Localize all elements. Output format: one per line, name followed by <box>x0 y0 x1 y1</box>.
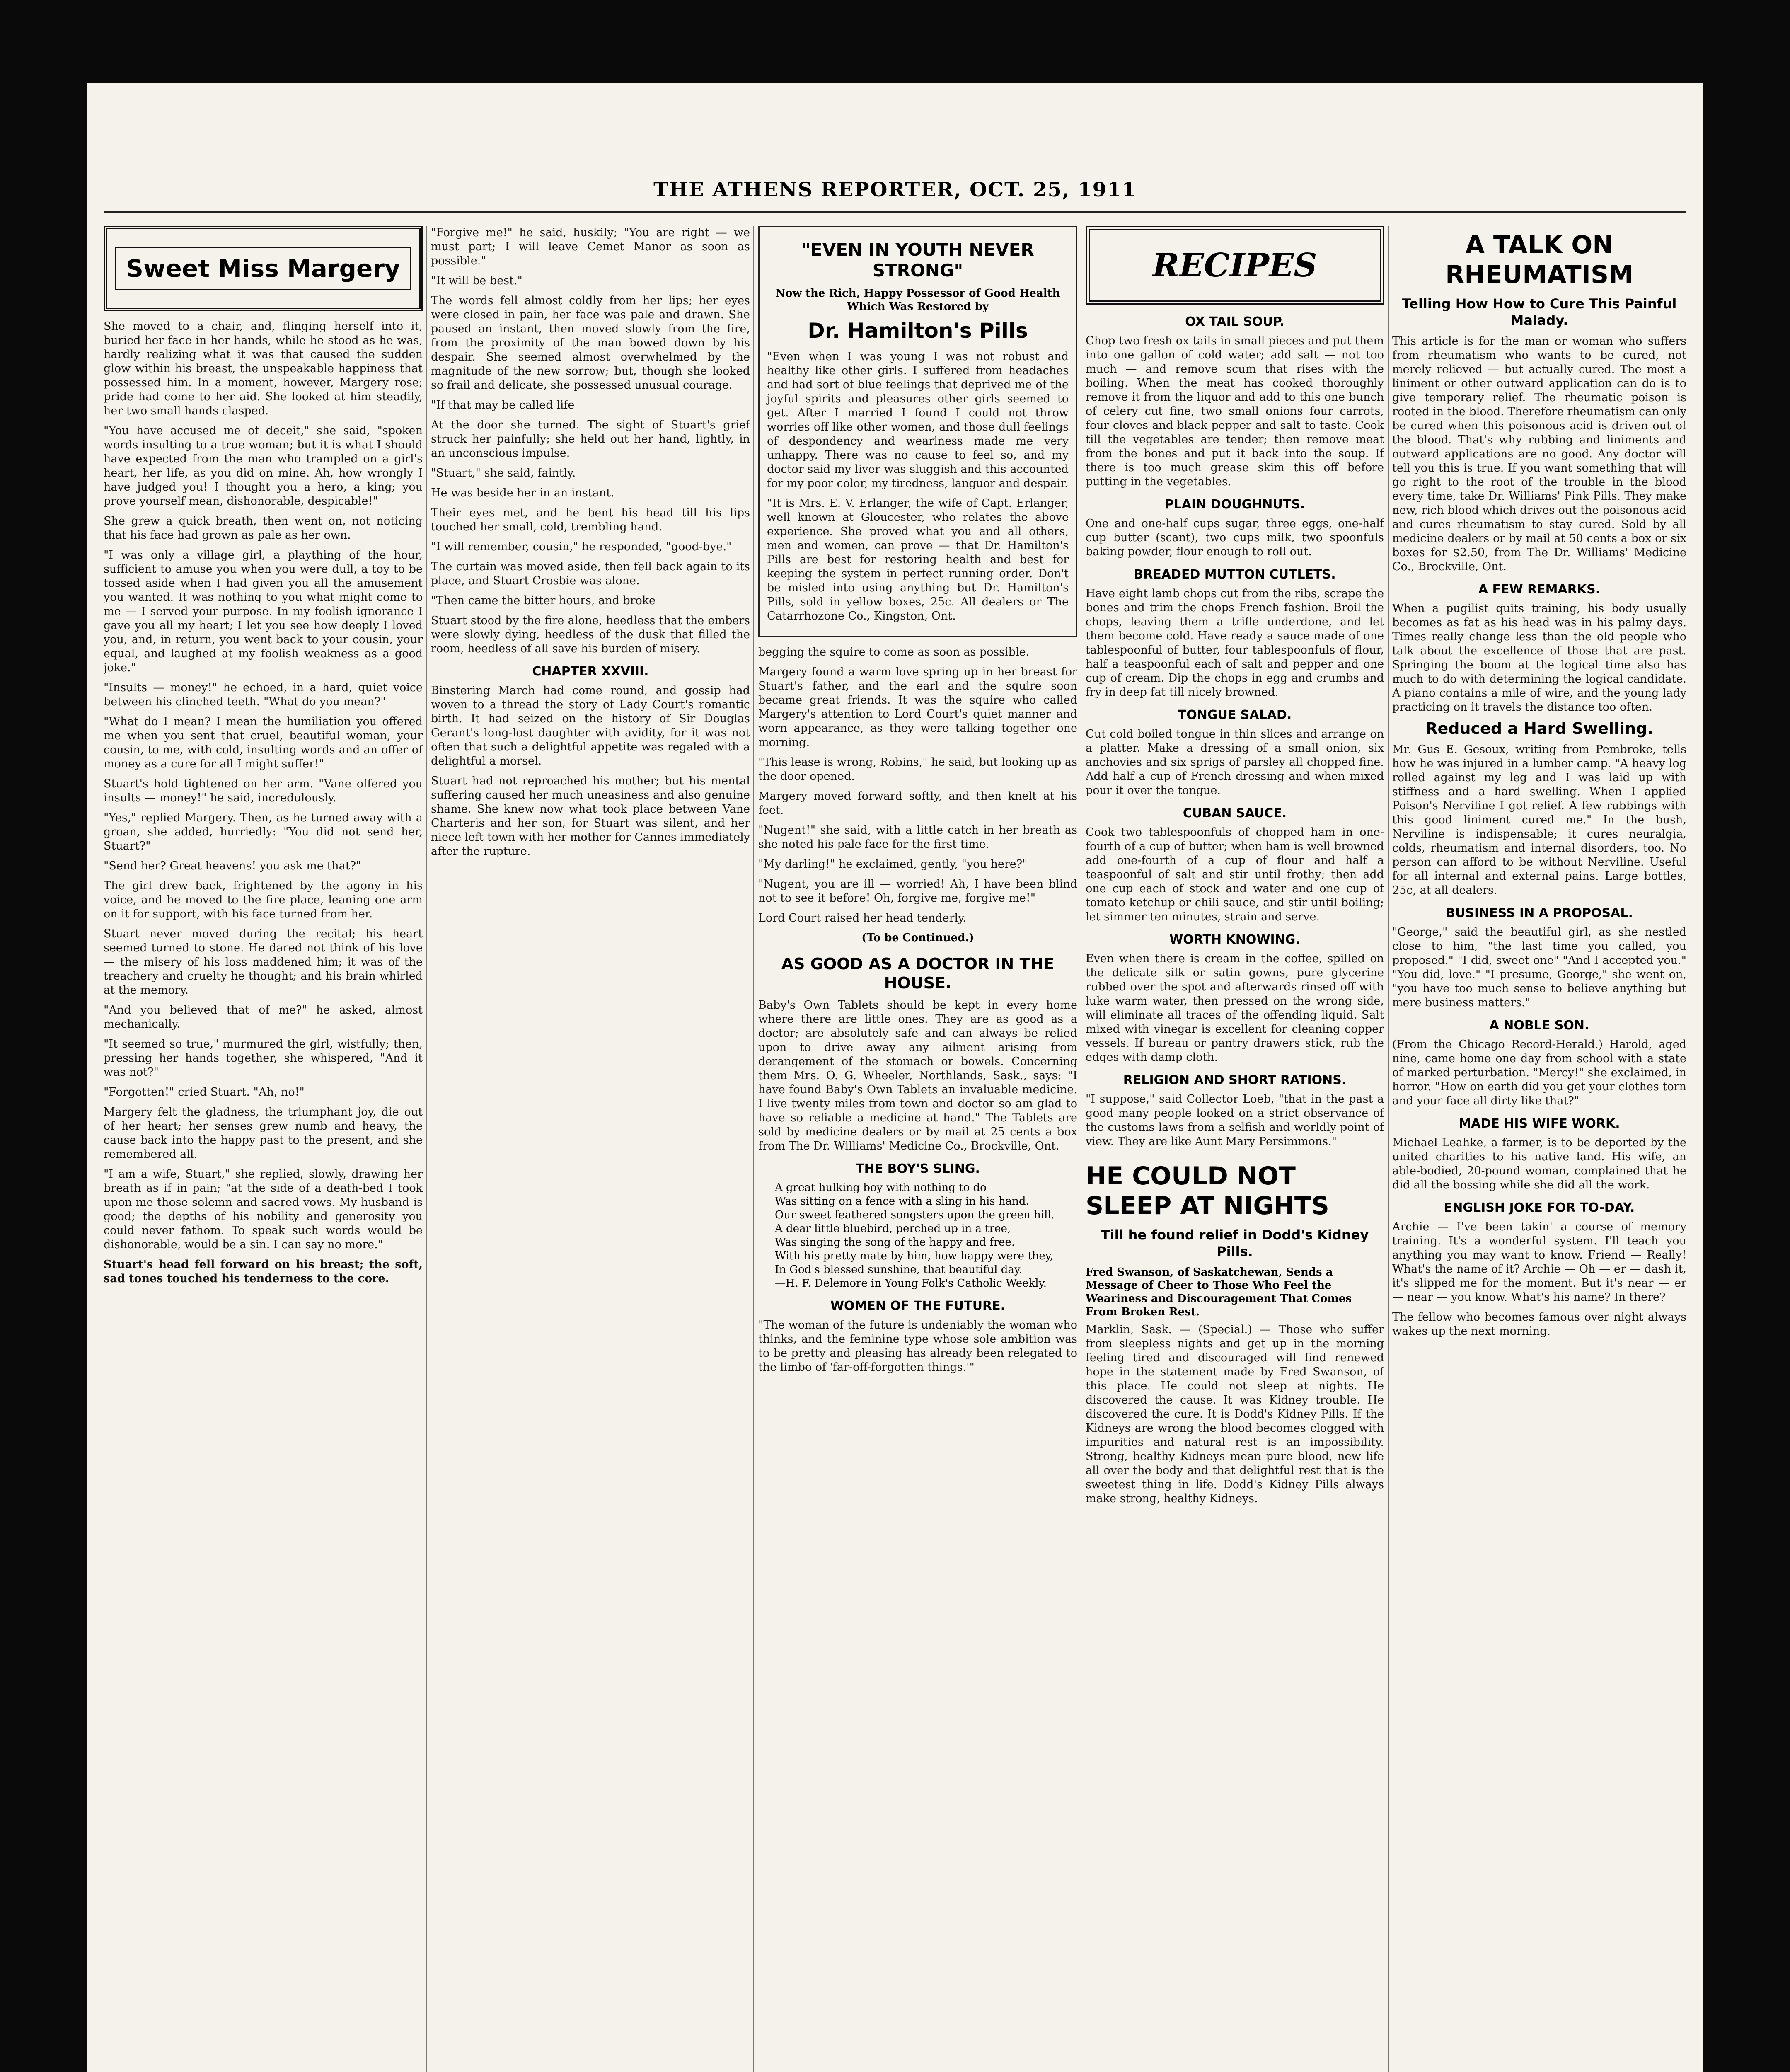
to-be-continued: (To be Continued.) <box>861 932 974 944</box>
section-heading: WORTH KNOWING. <box>1169 932 1300 947</box>
paragraph: "You have accused me of deceit," she said, "spoken words insulting to a true woman; but it is what I should have expected from the man who trampled on a girl's heart, her life, as you did on mine. Ah, how wrongly I have judged you! I thought you a hero, a king; you prove yourself mean, dishonorable, despicable!" <box>104 424 423 508</box>
paragraph: "I suppose," said Collector Loeb, "that in the past a good many people looked on a strict observance of the customs laws from a selfish and worldly point of view. They are like Aunt Mary Persimmons." <box>1086 1093 1384 1148</box>
recipe-heading: BREADED MUTTON CUTLETS. <box>1134 567 1336 582</box>
section-heading: BUSINESS IN A PROPOSAL. <box>1446 906 1633 920</box>
recipe-text: Cut cold boiled tongue in thin slices and arrange on a platter. Make a dressing of a small onion, six anchovies and six sprigs of parsley all chopped fine. Add half a cup of French dressing and when mixed pour it over the tongue. <box>1086 728 1384 797</box>
column-divider <box>426 226 427 2072</box>
poem <box>775 1181 1077 1290</box>
paragraph: "My darling!" he exclaimed, gently, "you here?" <box>758 858 1028 871</box>
paragraph: "George," said the beautiful girl, as she nestled close to him, "the last time you called, you proposed." "I did, sweet one" "And I accepted you." "You did, love." "I presume, George," she went on, "you have too much sense to believe anything but mere business matters." <box>1392 926 1686 1009</box>
chapter-heading: CHAPTER XXVIII. <box>532 664 649 679</box>
paragraph: "Stuart," she said, faintly. <box>431 467 576 479</box>
paragraph: "Yes," replied Margery. Then, as he turned away with a groan, she added, hurriedly: "You did not send her, Stuart?" <box>104 811 423 852</box>
column-divider <box>1388 226 1389 2072</box>
paragraph: "If that may be called life <box>431 399 575 411</box>
paragraph: Archie — I've been takin' a course of memory training. It's a wonderful system. I'll teach you anything you may want to know. Friend — Really! What's the name of it? Archie — Oh — er — dash it, it's slipped me for the moment. But it's near — er — near — you know. What's his name? In there? <box>1392 1220 1686 1304</box>
paragraph: Even when there is cream in the coffee, spilled on the delicate silk or satin gowns, pure glycerine rubbed over the spot and afterwards rinsed off with luke warm water, then pressed on the wrong side, will eliminate all traces of the offending liquid. Salt mixed with vinegar is excellent for cleaning copper vessels. If bureau or pantry drawers stick, rub the edges with damp cloth. <box>1086 952 1384 1064</box>
ad2-paragraph: Baby's Own Tablets should be kept in every home where there are little ones. They are as good as a doctor; are absolutely safe and can always be relied upon to drive away any ailment arising from derangement of the stomach or bowels. Concerning them Mrs. O. G. Wheeler, Northlands, Sask., says: "I have found Baby's Own Tablets an invaluable medicine. I live twenty miles from town and doctor so am glad to have so reliable a medicine at hand." The Tablets are sold by medicine dealers or by mail at 25 cents a box from The Dr. Williams' Medicine Co., Brockville, Ont. <box>758 999 1077 1152</box>
paragraph: "Then came the bitter hours, and broke <box>431 594 656 607</box>
newspaper-page <box>87 83 1703 2072</box>
paragraph: Margery moved forward softly, and then knelt at his feet. <box>758 790 1077 817</box>
column-5 <box>1392 226 1686 2072</box>
paragraph: "It will be best." <box>431 274 522 287</box>
paragraph: begging the squire to come as soon as possible. <box>758 646 1030 658</box>
paragraph: "Insults — money!" he echoed, in a hard, quiet voice between his clinched teeth. "What do you mean?" <box>104 681 423 708</box>
recipes-title: RECIPES <box>1152 246 1317 284</box>
women-heading: WOMEN OF THE FUTURE. <box>830 1299 1006 1313</box>
paragraph: Mr. Gus E. Gesoux, writing from Pembroke, tells how he was injured in a lumber camp. "A heavy log rolled against my leg and I was laid up with stiffness and a hard swelling. When I applied Poison's Nerviline I got relief. A few rubbings with this good liniment cured me." In the bush, Nerviline is indispensable; it cures neuralgia, colds, rheumatism and internal disorders, too. No person can afford to be without Nerviline. Useful for all internal and external pains. Large bottles, 25c, at all dealers. <box>1392 743 1686 897</box>
paragraph: (From the Chicago Record-Herald.) Harold, aged nine, came home one day from school with a state of marked perturbation. "Mercy!" she exclaimed, in horror. "How on earth did you get your clothes torn and your face all dirty like that?" <box>1392 1038 1686 1107</box>
recipe-text: Cook two tablespoonfuls of chopped ham in one-fourth of a cup of butter; when ham is well browned add one-fourth of a cup of flour and half a teaspoonful of salt and stir until frothy; then add one cup each of stock and water and one cup of tomato ketchup or chili sauce, and stir until boiling; let simmer ten minutes, strain and serve. <box>1086 826 1384 923</box>
paragraph: Stuart stood by the fire alone, heedless that the embers were slowly dying, heedless of the dusk that filled the room, heedless of all save his burden of misery. <box>431 614 750 655</box>
recipes-title-box <box>1086 226 1384 305</box>
poem-title: THE BOY'S SLING. <box>856 1162 980 1176</box>
paragraph: She grew a quick breath, then went on, not noticing that his face had grown as pale as her own. <box>104 515 423 542</box>
section-heading: A FEW REMARKS. <box>1478 582 1601 597</box>
masthead-rule <box>104 211 1686 213</box>
paragraph: Margery found a warm love spring up in her breast for Stuart's father, and the earl and the squire soon became great friends. It was the squire who called Margery's attention to Lord Court's quiet manner and worn appearance, as they were talking together one morning. <box>758 666 1077 749</box>
recipe-text: One and one-half cups sugar, three eggs, one-half cup butter (scant), two cups milk, two spoonfuls baking powder, flour enough to roll out. <box>1086 517 1384 558</box>
paragraph: Their eyes met, and he bent his head till his lips touched her small, cold, trembling hand. <box>431 506 750 533</box>
paragraph: "Nugent!" she said, with a little catch in her breath as she noted his pale face for the first time. <box>758 824 1077 851</box>
recipe-text: Have eight lamb chops cut from the ribs, scrape the bones and trim the chops French fashion. Broil the chops, leaving them a trifle underdone, and let them become cold. Have ready a sauce made of one tablespoonful of butter, four tablespoonfuls of flour, half a teaspoonful each of salt and pepper and one cup of cream. Dip the chops in egg and crumbs and fry in deep fat till nicely browned. <box>1086 587 1384 699</box>
recipe-heading: TONGUE SALAD. <box>1178 708 1292 722</box>
paragraph: Lord Court raised her head tenderly. <box>758 912 967 925</box>
column-4 <box>1086 226 1384 2072</box>
masthead: THE ATHENS REPORTER, OCT. 25, 1911 <box>653 178 1137 201</box>
paragraph: Margery felt the gladness, the triumphant joy, die out of her heart; her senses grew numb and heavy, the cause back into the happy past to the present, and she remembered all. <box>104 1106 423 1161</box>
paragraph: The words fell almost coldly from her lips; her eyes were closed in pain, her face was pale and drawn. She paused an instant, then moved slowly from the fire, from the proximity of the man bowed down by his despair. She seemed almost overwhelmed by the magnitude of the new sorrow; but, though she looked so frail and delicate, she possessed unusual courage. <box>431 294 750 392</box>
closing-line: The fellow who becomes famous over night always wakes up the next morning. <box>1392 1311 1686 1338</box>
paragraph: "I am a wife, Stuart," she replied, slowly, drawing her breath as if in pain; "at the side of a death-bed I took upon me those solemn and sacred vows. My husband is good; the depths of his nobility and generosity you could never fathom. To speak such words would be dishonorable, would be a sin. I can say no more." <box>104 1168 423 1251</box>
paragraph: Stuart's hold tightened on her arm. "Vane offered you insults — money!" he said, incredulously. <box>104 777 423 804</box>
paragraph: "Forgotten!" cried Stuart. "Ah, no!" <box>104 1086 305 1099</box>
story-title: Sweet Miss Margery <box>115 247 411 290</box>
story-title-box <box>104 226 423 311</box>
poem-line: A great hulking boy with nothing to do <box>775 1181 987 1194</box>
paragraph: Michael Leahke, a farmer, is to be deported by the united charities to his native land. His wife, an able-bodied, 20-pound woman, complained that he did all the bossing while she did all the work. <box>1392 1136 1686 1191</box>
poem-line: In God's blessed sunshine, that beautiful day. <box>775 1264 1023 1276</box>
paragraph: At the door she turned. The sight of Stuart's grief struck her painfully; she held out her hand, lightly, in an unconscious impulse. <box>431 419 750 460</box>
rheumatism-headline: A TALK ON RHEUMATISM <box>1445 230 1633 289</box>
recipe-heading: CUBAN SAUCE. <box>1183 806 1287 821</box>
section-heading: Reduced a Hard Swelling. <box>1425 719 1653 738</box>
paragraph: Stuart had not reproached his mother; but his mental suffering caused her much uneasiness and also genuine shame. She knew now what took place between Vane Charteris and her son, for Stuart was silent, and her niece left town with her mother for Cannes immediately after the rupture. <box>431 775 750 858</box>
ad-headline: "EVEN IN YOUTH NEVER STRONG" <box>801 240 1034 281</box>
poem-line: A dear little bluebird, perched up in a tree, <box>775 1222 1011 1235</box>
poem-line: Our sweet feathered songsters upon the green hill. <box>775 1209 1055 1221</box>
paragraph: "Nugent, you are ill — worried! Ah, I have been blind not to see it before! Oh, forgive me, forgive me!" <box>758 878 1077 905</box>
paragraph: Stuart's head fell forward on his breast; the soft, sad tones touched his tenderness to the core. <box>104 1258 423 1285</box>
poem-line: Was singing the song of the happy and free. <box>775 1236 1015 1249</box>
column-3 <box>758 226 1077 2072</box>
paragraph: "Send her? Great heavens! you ask me that?" <box>104 859 361 872</box>
hamilton-pills-ad <box>758 226 1077 637</box>
paragraph: "And you believed that of me?" he asked, almost mechanically. <box>104 1004 423 1031</box>
paragraph: "This lease is wrong, Robins," he said, but looking up as the door opened. <box>758 756 1077 783</box>
paragraph: This article is for the man or woman who suffers from rheumatism who wants to be cured, not merely relieved — but actually cured. The most a liniment or other outward application can do is to give temporary relief. The rheumatic poison is rooted in the blood. Therefore rheumatism can only be cured when this poisonous acid is driven out of the blood. That's why rubbing and liniments and outward applications are no good. Any doctor will tell you this is true. If you want something that will go right to the root of the trouble in the blood every time, take Dr. Williams' Pink Pills. They make new, rich blood which drives out the poisonous acid and cures rheumatism to stay cured. Sold by all medicine dealers or by mail at 50 cents a box or six boxes for $2.50, from The Dr. Williams' Medicine Co., Brockville, Ont. <box>1392 335 1686 573</box>
paragraph: "Forgive me!" he said, huskily; "You are right — we must part; I will leave Cemet Manor as soon as possible." <box>431 226 750 267</box>
paragraph: When a pugilist quits training, his body usually becomes as fat as his head was in his palmy days. Times really change less than the old people who talk about the excellence of those that are past. Springing the boom at the logical time also has much to do with determining the logical candidate. A piano contains a mile of wire, and the young lady practicing on it travels the distance too often. <box>1392 602 1686 714</box>
section-heading: RELIGION AND SHORT RATIONS. <box>1123 1073 1347 1087</box>
paragraph: "What do I mean? I mean the humiliation you offered me when you sent that cruel, beautiful woman, your cousin, to me, with cold, insulting words and an offer of money as a cure for all I might suffer!" <box>104 715 423 770</box>
paragraph: "It seemed so true," murmured the girl, wistfully; then, pressing her hands together, she whispered, "And it was not?" <box>104 1038 423 1079</box>
section-heading: MADE HIS WIFE WORK. <box>1459 1116 1620 1131</box>
paragraph: Stuart never moved during the recital; his heart seemed turned to stone. He dared not think of his love — the misery of his loss maddened him; it was of the treachery and cruelty he thought; and his brain whirled at the memory. <box>104 927 423 997</box>
poem-line: With his pretty mate by him, how happy were they, <box>775 1250 1054 1262</box>
paragraph: The girl drew back, frightened by the agony in his voice, and he moved to the fire place, leaning one arm on it for support, with his face turned from her. <box>104 879 423 920</box>
dodds-ad-subheadline-2: Fred Swanson, of Saskatchewan, Sends a Message of Cheer to Those Who Feel the Weariness and Discouragement That Comes From Broken Rest. <box>1086 1266 1352 1318</box>
paragraph: He was beside her in an instant. <box>431 487 614 499</box>
recipe-heading: OX TAIL SOUP. <box>1185 315 1284 329</box>
section-heading: ENGLISH JOKE FOR TO-DAY. <box>1444 1201 1635 1215</box>
column-1 <box>104 226 423 2072</box>
dodds-ad-text: Marklin, Sask. — (Special.) — Those who suffer from sleepless nights and get up in the morning feeling tired and discouraged will find renewed hope in the statement made by Fred Swanson, of this place. He could not sleep at nights. He discovered the cause. It was Kidney trouble. He discovered the cure. It is Dodd's Kidney Pills. If the Kidneys are wrong the blood becomes clogged with impurities and natural rest is an impossibility. Strong, healthy Kidneys mean pure blood, new life all over the body and that delightful rest that is the sweetest thing in life. Dodd's Kidney Pills always make strong, healthy Kidneys. <box>1086 1323 1384 1505</box>
paragraph: "I was only a village girl, a plaything of the hour, sufficient to amuse you when you were dull, a toy to be tossed aside when I had given you all the amusement you wanted. It was nothing to you what might come to me — I served your purpose. In my foolish ignorance I gave you all my heart; I let you see how deeply I loved you, and, in return, you went back to your cousin, your equal, and laughed at my foolish weakness as a good joke." <box>104 549 423 674</box>
ad2-headline: AS GOOD AS A DOCTOR IN THE HOUSE. <box>781 955 1055 992</box>
ad-paragraph: "Even when I was young I was not robust and healthy like other girls. I suffered from headaches and had sort of blue feelings that deprived me of the joyful spirits and pleasures other girls seemed to get. After I married I found I could not throw worries off like other women, and those dull feelings of despondency and weariness made me very unhappy. There was no cause to feel so, and my doctor said my liver was sluggish and this accounted for my poor color, my tiredness, languor and despair. <box>767 350 1069 490</box>
dodds-ad-headline: HE COULD NOT SLEEP AT NIGHTS <box>1086 1162 1330 1220</box>
dodds-ad-subheadline: Till he found relief in Dodd's Kidney Pills. <box>1101 1227 1369 1259</box>
column-divider <box>753 226 754 2072</box>
paragraph: "The woman of the future is undeniably the woman who thinks, and the feminine type whose sole ambition was to be pretty and pleasing has already been relegated to the limbo of 'far-off-forgotten things.'" <box>758 1319 1077 1374</box>
paragraph: Binstering March had come round, and gossip had woven to a thread the story of Lady Court's romantic birth. It had seized on the history of Sir Douglas Gerant's long-lost daughter with avidity, for it was not often that such a delightful appetite was regaled with a delightful a morsel. <box>431 684 750 767</box>
ad-subheadline: Now the Rich, Happy Possessor of Good Health Which Was Restored by <box>775 287 1060 313</box>
poem-credit: —H. F. Delemore in Young Folk's Catholic Weekly. <box>775 1277 1047 1290</box>
paragraph: The curtain was moved aside, then fell back again to its place, and Stuart Crosbie was alone. <box>431 560 750 587</box>
paragraph: "I will remember, cousin," he responded, "good-bye." <box>431 540 732 553</box>
rheumatism-subhead: Telling How How to Cure This Painful Malady. <box>1402 296 1677 328</box>
paragraph: She moved to a chair, and, flinging herself into it, buried her face in her hands, while he stood as he was, hardly realizing what it was that caused the sudden glow within his breast, the unspeakable happiness that possessed him. In a moment, however, Margery rose; pride had come to her aid. She looked at him steadily, her two small hands clasped. <box>104 320 423 417</box>
ad-paragraph: "It is Mrs. E. V. Erlanger, the wife of Capt. Erlanger, well known at Gloucester, who relates the above experience. She proved what you and all others, men and women, can prove — that Dr. Hamilton's Pills are best for restoring health and best for keeping the system in perfect running order. Don't be misled into using anything but Dr. Hamilton's Pills, sold in yellow boxes, 25c. All dealers or The Catarrhozone Co., Kingston, Ont. <box>767 497 1069 622</box>
recipe-text: Chop two fresh ox tails in small pieces and put them into one gallon of cold water; add salt — not too much — and remove scum that rises with the boiling. When the meat has cooked thoroughly remove it from the liquor and add to this one bunch of celery cut fine, two small onions four carrots, four cloves and black pepper and salt to taste. Cook till the vegetables are tender; then remove meat from the bones and put it back into the soup. If there is too much grease skim this off before putting in the vegetables. <box>1086 334 1384 488</box>
poem-line: Was sitting on a fence with a sling in his hand. <box>775 1195 1029 1208</box>
section-heading: A NOBLE SON. <box>1489 1018 1589 1033</box>
column-2 <box>431 226 750 2072</box>
ad-product-name: Dr. Hamilton's Pills <box>808 319 1028 343</box>
recipe-heading: PLAIN DOUGHNUTS. <box>1164 497 1305 512</box>
